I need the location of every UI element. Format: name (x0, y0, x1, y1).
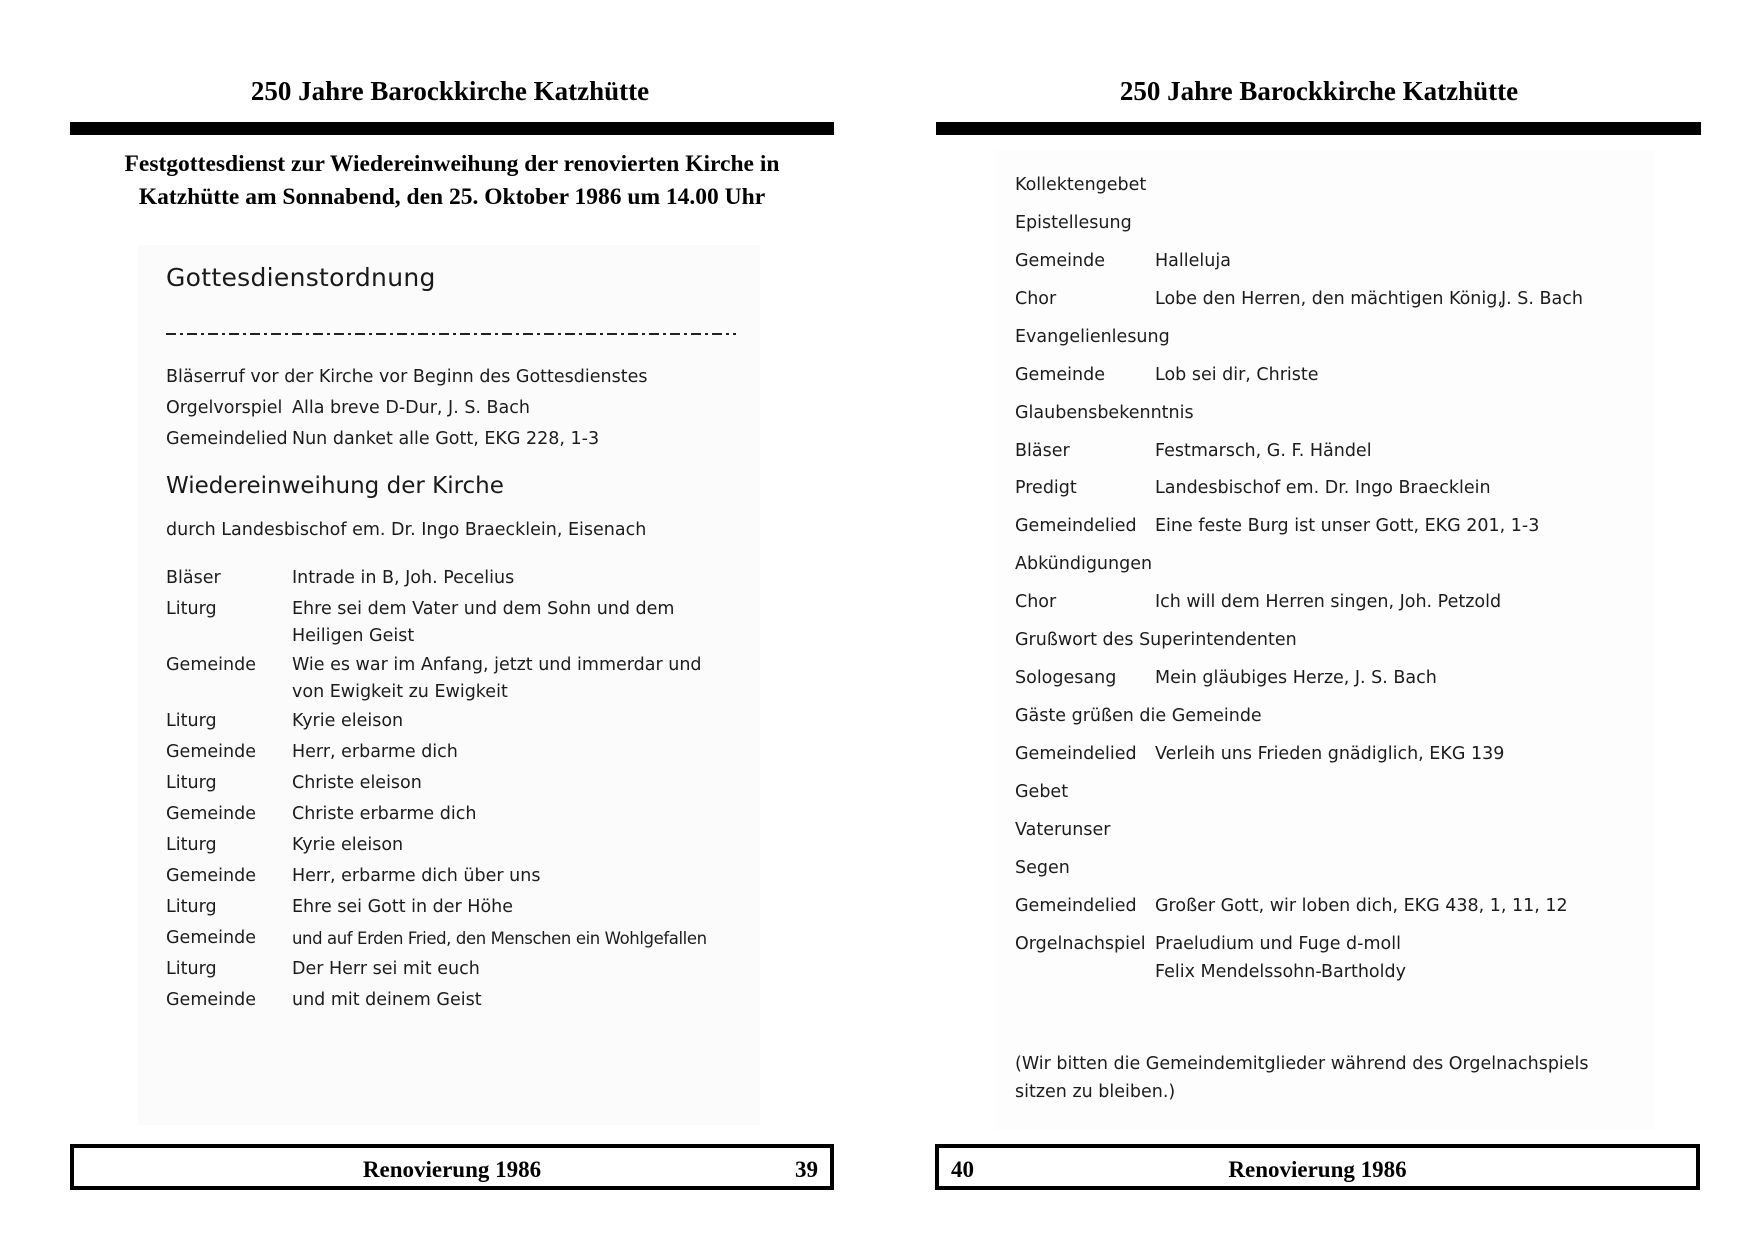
event-subtitle-line: Festgottesdienst zur Wiedereinweihung der renovierten Kirche in (124, 151, 780, 177)
role-label: Liturg (166, 599, 217, 619)
role-label: Glaubensbekenntnis (1015, 403, 1194, 423)
footer-label: Renovierung 1986 (1228, 1157, 1407, 1182)
role-label: Segen (1015, 858, 1070, 878)
item-text: Wie es war im Anfang, jetzt und immerdar und (292, 655, 702, 675)
role-label: Gemeindelied (166, 429, 288, 449)
item-text: Mein gläubiges Herze, J. S. Bach (1155, 668, 1437, 688)
item-text: Christe eleison (292, 773, 422, 793)
section-subtitle: durch Landesbischof em. Dr. Ingo Braecklein, Eisenach (166, 520, 647, 540)
role-label: Epistellesung (1015, 213, 1132, 233)
item-text: Großer Gott, wir loben dich, EKG 438, 1, 11, 12 (1155, 896, 1568, 916)
item-text: Ich will dem Herren singen, Joh. Petzold (1155, 592, 1502, 612)
role-label: Orgelvorspiel (166, 398, 283, 418)
role-label: Evangelienlesung (1015, 327, 1170, 347)
role-label: Abkündigungen (1015, 554, 1153, 574)
list-item (166, 652, 756, 706)
role-label: Vaterunser (1015, 820, 1111, 840)
event-subtitle-line: Katzhütte am Sonnabend, den 25. Oktober 1986 um 14.00 Uhr (138, 184, 766, 210)
item-text: Kyrie eleison (292, 711, 404, 731)
item-text: und auf Erden Fried, den Menschen ein Wohlgefallen (292, 929, 707, 948)
role-label: Liturg (166, 897, 217, 917)
footer-label: Renovierung 1986 (362, 1157, 542, 1182)
item-text: Lob sei dir, Christe (1155, 365, 1319, 385)
item-text-continued: Heiligen Geist (292, 626, 415, 646)
item-text: Eine feste Burg ist unser Gott, EKG 201, 1-3 (1155, 516, 1540, 536)
item-text: Landesbischof em. Dr. Ingo Braecklein (1155, 478, 1491, 498)
role-label: Gebet (1015, 782, 1069, 802)
role-label: Bläser (166, 568, 221, 588)
role-label: Gäste grüßen die Gemeinde (1015, 706, 1262, 726)
right-page (877, 0, 1754, 1240)
item-text: Ehre sei dem Vater und dem Sohn und dem (292, 599, 675, 619)
item-text: Praeludium und Fuge d-moll (1155, 934, 1401, 954)
role-label: Gemeinde (166, 866, 256, 886)
running-head: 250 Jahre Barockkirche Katzhütte (250, 76, 650, 106)
role-label: Gemeinde (1015, 251, 1105, 271)
role-label: Chor (1015, 592, 1057, 612)
item-text: Christe erbarme dich (292, 804, 477, 824)
role-label: Gemeindelied (1015, 744, 1137, 764)
role-label: Gemeinde (166, 804, 256, 824)
item-text: Ehre sei Gott in der Höhe (292, 897, 514, 917)
item-composer: J. S. Bach (1501, 289, 1583, 309)
note-line: (Wir bitten die Gemeindemitglieder während des Orgelnachspiels (1015, 1054, 1589, 1074)
role-label: Liturg (166, 835, 217, 855)
item-text: Halleluja (1155, 251, 1231, 271)
item-text: Intrade in B, Joh. Pecelius (292, 568, 515, 588)
role-label: Gemeindelied (1015, 516, 1137, 536)
role-label: Gemeinde (166, 655, 256, 675)
item-text: Verleih uns Frieden gnädiglich, EKG 139 (1155, 744, 1505, 764)
role-label: Liturg (166, 773, 217, 793)
scanned-order-of-service-continued (995, 150, 1655, 1130)
role-label: Gemeindelied (1015, 896, 1137, 916)
item-text: Alla breve D-Dur, J. S. Bach (292, 398, 530, 418)
role-label: Gemeinde (166, 928, 256, 948)
role-label: Liturg (166, 959, 217, 979)
running-head: 250 Jahre Barockkirche Katzhütte (1119, 76, 1519, 106)
role-label: Gemeinde (1015, 365, 1105, 385)
note-line: sitzen zu bleiben.) (1015, 1082, 1176, 1102)
item-text: Herr, erbarme dich (292, 742, 458, 762)
item-text: und mit deinem Geist (292, 990, 482, 1010)
role-label: Chor (1015, 289, 1057, 309)
role-label: Sologesang (1015, 668, 1117, 688)
item-text: Lobe den Herren, den mächtigen König, (1155, 289, 1503, 309)
footer-box (70, 1144, 834, 1190)
footer-box (935, 1144, 1700, 1190)
role-label: Liturg (166, 711, 217, 731)
role-label: Predigt (1015, 478, 1077, 498)
item-text: Festmarsch, G. F. Händel (1155, 441, 1372, 461)
intro-line: Bläserruf vor der Kirche vor Beginn des Gottesdienstes (166, 367, 648, 387)
item-text: Nun danket alle Gott, EKG 228, 1-3 (292, 429, 600, 449)
page-number: 40 (951, 1157, 974, 1182)
page-number: 39 (795, 1157, 818, 1182)
ornament-divider (166, 329, 736, 339)
section-title: Wiedereinweihung der Kirche (166, 473, 504, 499)
item-text: Herr, erbarme dich über uns (292, 866, 541, 886)
event-subtitle (70, 148, 834, 214)
role-label: Gemeinde (166, 742, 256, 762)
header-rule (70, 122, 834, 135)
header-rule (936, 122, 1701, 135)
scanned-order-of-service (138, 245, 760, 1125)
list-item (166, 596, 756, 650)
role-label: Kollektengebet (1015, 175, 1147, 195)
item-text: Kyrie eleison (292, 835, 404, 855)
role-label: Orgelnachspiel (1015, 934, 1146, 954)
role-label: Gemeinde (166, 990, 256, 1010)
order-title: Gottesdienstordnung (166, 263, 436, 292)
item-text-continued: von Ewigkeit zu Ewigkeit (292, 682, 508, 702)
role-label: Bläser (1015, 441, 1070, 461)
item-text-continued: Felix Mendelssohn-Bartholdy (1155, 962, 1406, 982)
item-text: Der Herr sei mit euch (292, 959, 480, 979)
role-label: Grußwort des Superintendenten (1015, 630, 1297, 650)
